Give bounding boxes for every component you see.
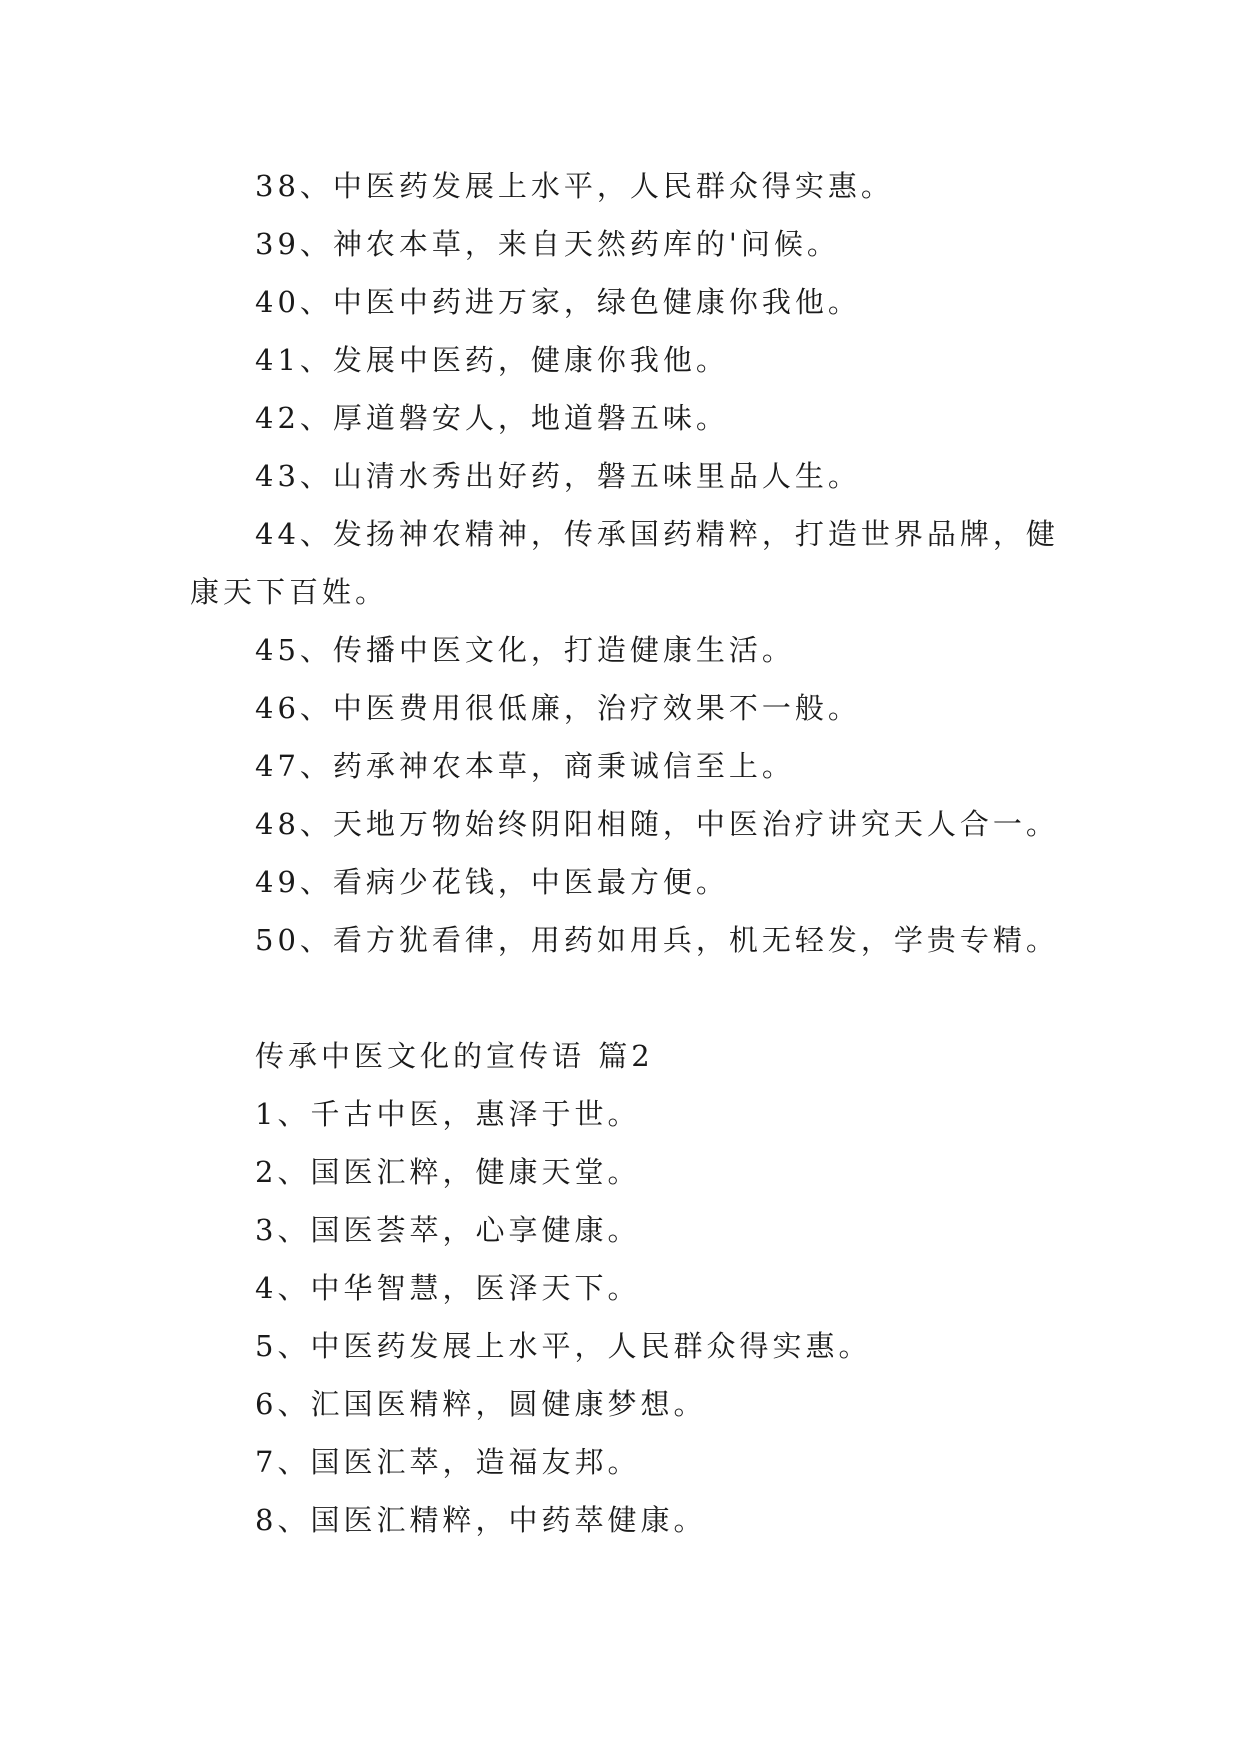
list-item: 3、国医荟萃，心享健康。 <box>255 1213 641 1247</box>
list-item: 5、中医药发展上水平，人民群众得实惠。 <box>255 1329 872 1363</box>
list-item: 39、神农本草，来自天然药库的'问候。 <box>255 227 840 261</box>
list-item: 48、天地万物始终阴阳相随，中医治疗讲究天人合一。 <box>255 807 1059 841</box>
list-item: 44、发扬神农精神，传承国药精粹，打造世界品牌，健 <box>255 517 1059 551</box>
list-item: 6、汇国医精粹，圆健康梦想。 <box>255 1387 707 1421</box>
list-item: 42、厚道磐安人，地道磐五味。 <box>255 401 729 435</box>
list-item-continuation: 康天下百姓。 <box>190 575 389 609</box>
list-item: 41、发展中医药，健康你我他。 <box>255 343 729 377</box>
list-item: 45、传播中医文化，打造健康生活。 <box>255 633 795 667</box>
list-item: 40、中医中药进万家，绿色健康你我他。 <box>255 285 861 319</box>
list-item: 47、药承神农本草，商秉诚信至上。 <box>255 749 795 783</box>
list-item: 50、看方犹看律，用药如用兵，机无轻发，学贵专精。 <box>255 923 1059 957</box>
list-item: 1、千古中医，惠泽于世。 <box>255 1097 641 1131</box>
list-item: 43、山清水秀出好药，磐五味里品人生。 <box>255 459 861 493</box>
list-item: 7、国医汇萃，造福友邦。 <box>255 1445 641 1479</box>
list-item: 46、中医费用很低廉，治疗效果不一般。 <box>255 691 861 725</box>
list-item: 8、国医汇精粹，中药萃健康。 <box>255 1503 707 1537</box>
list-item: 38、中医药发展上水平，人民群众得实惠。 <box>255 169 894 203</box>
list-item: 4、中华智慧，医泽天下。 <box>255 1271 641 1305</box>
list-item: 49、看病少花钱，中医最方便。 <box>255 865 729 899</box>
list-item: 2、国医汇粹，健康天堂。 <box>255 1155 641 1189</box>
section-heading: 传承中医文化的宣传语 篇2 <box>255 1039 654 1073</box>
